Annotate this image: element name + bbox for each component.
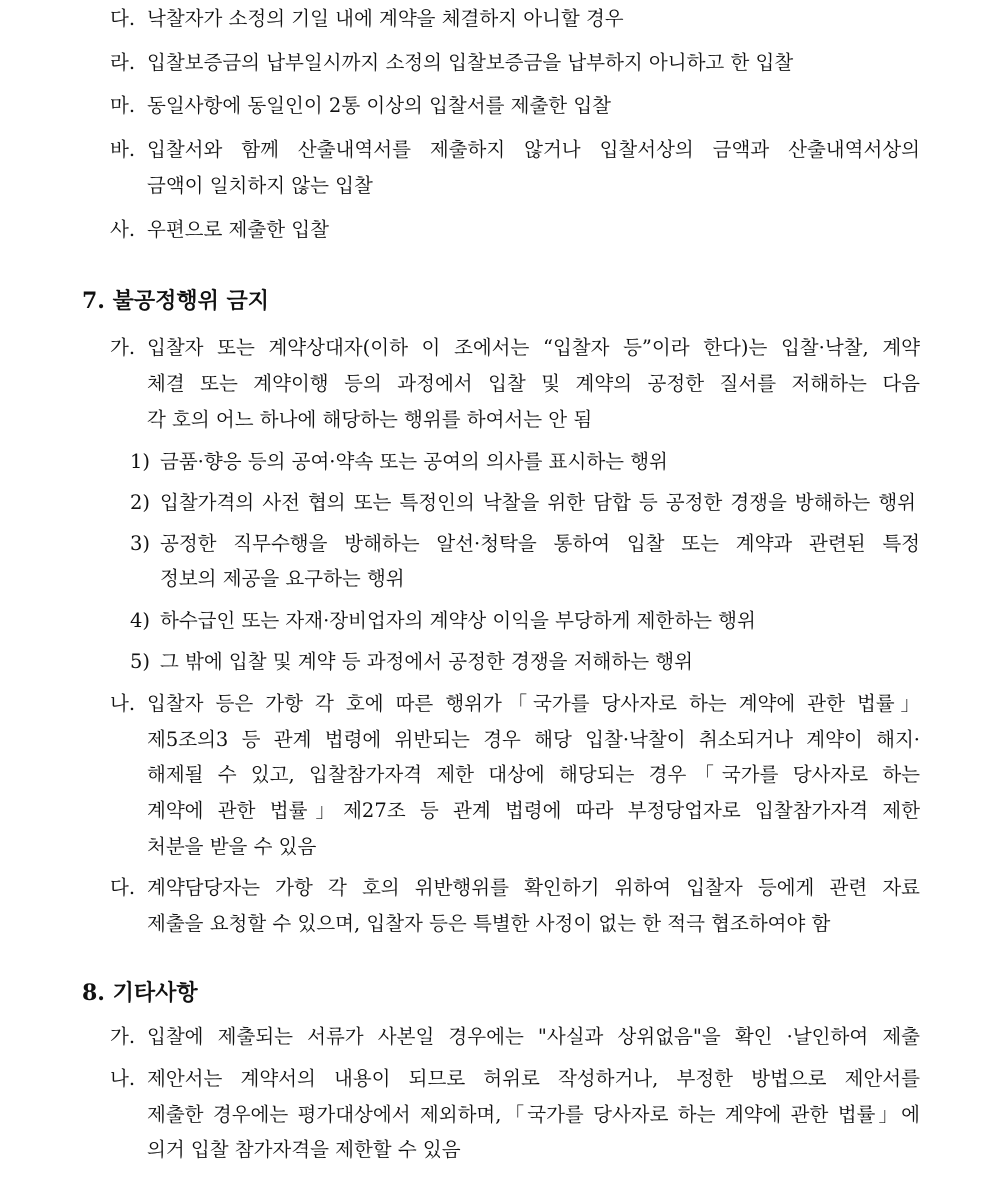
item-marker: 가. [110,336,136,359]
subitem-line: 금품·향응 등의 공여·약속 또는 공여의 의사를 표시하는 행위 [160,450,668,473]
item-line: 제5조의3 등 관계 법령에 위반되는 경우 해당 입찰·낙찰이 취소되거나 계약이 해지· [147,728,920,751]
item-line: 계약담당자는 가항 각 호의 위반행위를 확인하기 위하여 입찰자 등에게 관련 자료 [147,876,920,899]
item-marker: 나. [110,1067,136,1090]
item-line: 의거 입찰 참가자격을 제한할 수 있음 [147,1138,461,1161]
subitem-line: 그 밖에 입찰 및 계약 등 과정에서 공정한 경쟁을 저해하는 행위 [160,650,693,673]
item-marker: 나. [110,692,136,715]
item-marker: 다. [110,7,136,30]
item-line: 금액이 일치하지 않는 입찰 [147,174,373,197]
subitem-line: 공정한 직무수행을 방해하는 알선·청탁을 통하여 입찰 또는 계약과 관련된 특정 [160,532,920,555]
item-line: 계약에 관한 법률」제27조 등 관계 법령에 따라 부정당업자로 입찰참가자격 제한 [147,799,920,822]
item-line: 입찰에 제출되는 서류가 사본일 경우에는 "사실과 상위없음"을 확인 ·날인하여 제출 [147,1025,920,1048]
item-line: 동일사항에 동일인이 2통 이상의 입찰서를 제출한 입찰 [147,94,612,117]
item-marker: 마. [110,94,136,117]
item-line: 해제될 수 있고, 입찰참가자격 제한 대상에 해당되는 경우「국가를 당사자로 하는 [147,763,920,786]
subitem-marker: 2) [130,491,151,514]
item-line: 제안서는 계약서의 내용이 되므로 허위로 작성하거나, 부정한 방법으로 제안서를 [147,1067,920,1090]
item-line: 처분을 받을 수 있음 [147,835,317,858]
item-line: 입찰서와 함께 산출내역서를 제출하지 않거나 입찰서상의 금액과 산출내역서상의 [147,138,920,161]
item-line: 체결 또는 계약이행 등의 과정에서 입찰 및 계약의 공정한 질서를 저해하는 다음 [147,372,920,395]
item-line: 낙찰자가 소정의 기일 내에 계약을 체결하지 아니할 경우 [147,7,624,30]
item-line: 우편으로 제출한 입찰 [147,218,329,241]
item-line: 각 호의 어느 하나에 해당하는 행위를 하여서는 안 됨 [147,408,593,431]
subitem-marker: 5) [130,650,151,673]
item-marker: 다. [110,876,136,899]
subitem-marker: 1) [130,450,151,473]
subitem-marker: 3) [130,532,151,555]
item-line: 제출을 요청할 수 있으며, 입찰자 등은 특별한 사정이 없는 한 적극 협조하여야 함 [147,912,831,935]
item-marker: 가. [110,1025,136,1048]
item-line: 입찰자 또는 계약상대자(이하 이 조에서는 “입찰자 등”이라 한다)는 입찰·낙찰, 계약 [147,336,920,359]
item-marker: 라. [110,51,136,74]
item-line: 제출한 경우에는 평가대상에서 제외하며,「국가를 당사자로 하는 계약에 관한 법률」에 [147,1103,920,1126]
subitem-line: 하수급인 또는 자재·장비업자의 계약상 이익을 부당하게 제한하는 행위 [160,609,756,632]
subitem-line: 정보의 제공을 요구하는 행위 [160,567,405,590]
item-marker: 사. [110,218,136,241]
item-marker: 바. [110,138,136,161]
section7-heading: 7. 불공정행위 금지 [82,288,270,314]
subitem-line: 입찰가격의 사전 협의 또는 특정인의 낙찰을 위한 담합 등 공정한 경쟁을 방해하는 행위 [160,491,916,514]
item-line: 입찰보증금의 납부일시까지 소정의 입찰보증금을 납부하지 아니하고 한 입찰 [147,51,794,74]
subitem-marker: 4) [130,609,151,632]
section8-heading: 8. 기타사항 [82,980,198,1006]
item-line: 입찰자 등은 가항 각 호에 따른 행위가「국가를 당사자로 하는 계약에 관한 법률」 [147,692,920,715]
